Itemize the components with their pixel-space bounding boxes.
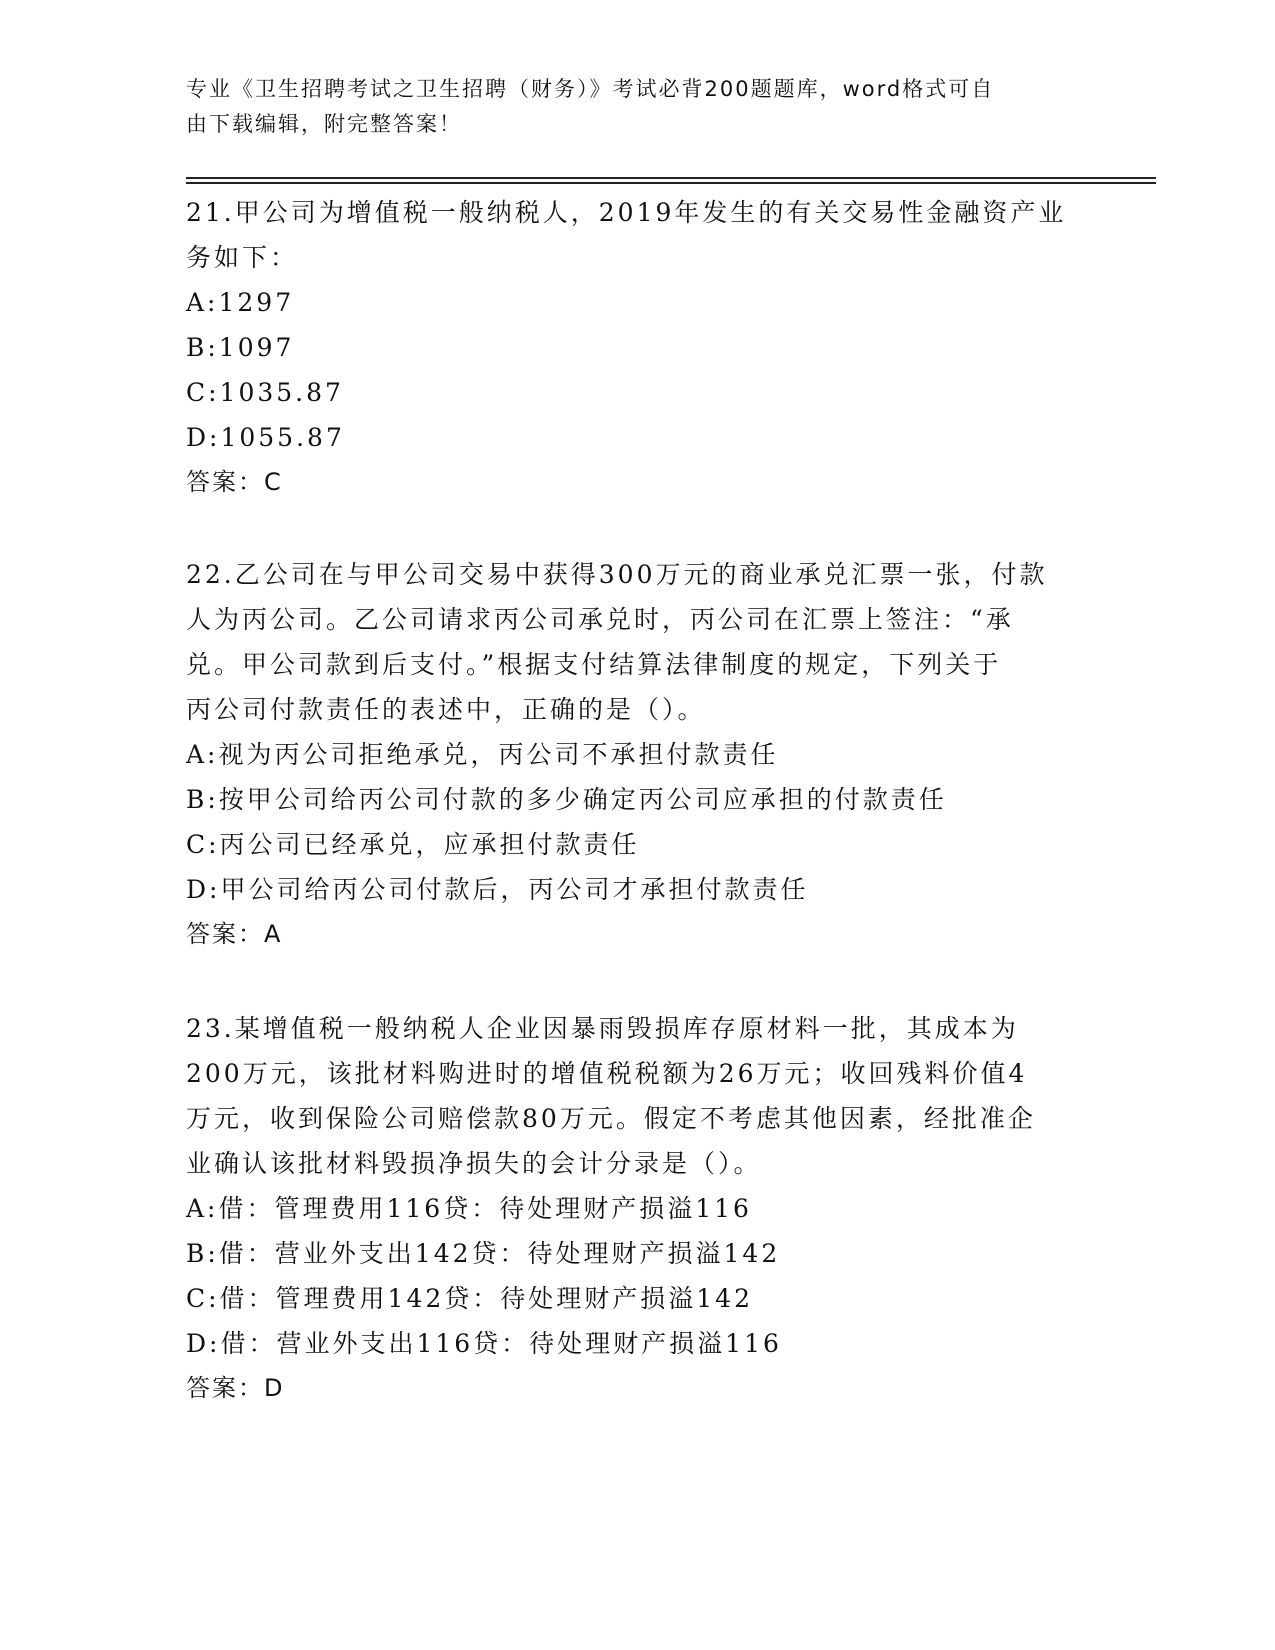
- option-d: D:甲公司给丙公司付款后，丙公司才承担付款责任: [186, 875, 809, 904]
- question-stem-line: 业确认该批材料毁损净损失的会计分录是（）。: [186, 1149, 762, 1178]
- question-stem-line: 200万元，该批材料购进时的增值税税额为26万元；收回残料价值4: [186, 1059, 1028, 1088]
- option-b: B:按甲公司给丙公司付款的多少确定丙公司应承担的付款责任: [186, 785, 947, 814]
- option-b: B:1097: [186, 333, 295, 362]
- option-c: C:1035.87: [186, 378, 344, 407]
- question-stem-line: 万元，收到保险公司赔偿款80万元。假定不考虑其他因素，经批准企: [186, 1104, 1036, 1133]
- option-a: A:借：管理费用116贷：待处理财产损溢116: [186, 1194, 752, 1223]
- header-divider-top: [186, 177, 1156, 179]
- question-stem-line: 兑。甲公司款到后支付。”根据支付结算法律制度的规定，下列关于: [186, 650, 1002, 679]
- answer-label: 答案：C: [186, 468, 283, 496]
- option-d: D:借：营业外支出116贷：待处理财产损溢116: [186, 1329, 782, 1358]
- question-stem-line: 22.乙公司在与甲公司交易中获得300万元的商业承兑汇票一张，付款: [186, 560, 1048, 589]
- option-c: C:丙公司已经承兑，应承担付款责任: [186, 830, 640, 859]
- question-stem-line: 21.甲公司为增值税一般纳税人，2019年发生的有关交易性金融资产业: [186, 198, 1067, 227]
- option-a: A:1297: [186, 288, 295, 317]
- answer-label: 答案：D: [186, 1374, 285, 1402]
- question-stem-line: 人为丙公司。乙公司请求丙公司承兑时，丙公司在汇票上签注：“承: [186, 605, 1014, 634]
- question-23: [186, 1006, 1086, 1411]
- question-stem-line: 丙公司付款责任的表述中，正确的是（）。: [186, 695, 706, 724]
- option-a: A:视为丙公司拒绝承兑，丙公司不承担付款责任: [186, 740, 779, 769]
- document-header: [186, 72, 1066, 142]
- question-stem-line: 23.某增值税一般纳税人企业因暴雨毁损库存原材料一批，其成本为: [186, 1014, 1019, 1043]
- header-line-1: 专业《卫生招聘考试之卫生招聘（财务）》考试必背200题题库，word格式可自: [186, 77, 995, 101]
- option-c: C:借：管理费用142贷：待处理财产损溢142: [186, 1284, 753, 1313]
- option-b: B:借：营业外支出142贷：待处理财产损溢142: [186, 1239, 781, 1268]
- header-divider-bottom: [186, 182, 1156, 184]
- question-stem-line: 务如下：: [186, 243, 299, 272]
- question-22: [186, 552, 1086, 957]
- header-line-2: 由下载编辑，附完整答案！: [186, 112, 462, 136]
- answer-label: 答案：A: [186, 920, 283, 948]
- option-d: D:1055.87: [186, 423, 345, 452]
- question-21: [186, 190, 1086, 505]
